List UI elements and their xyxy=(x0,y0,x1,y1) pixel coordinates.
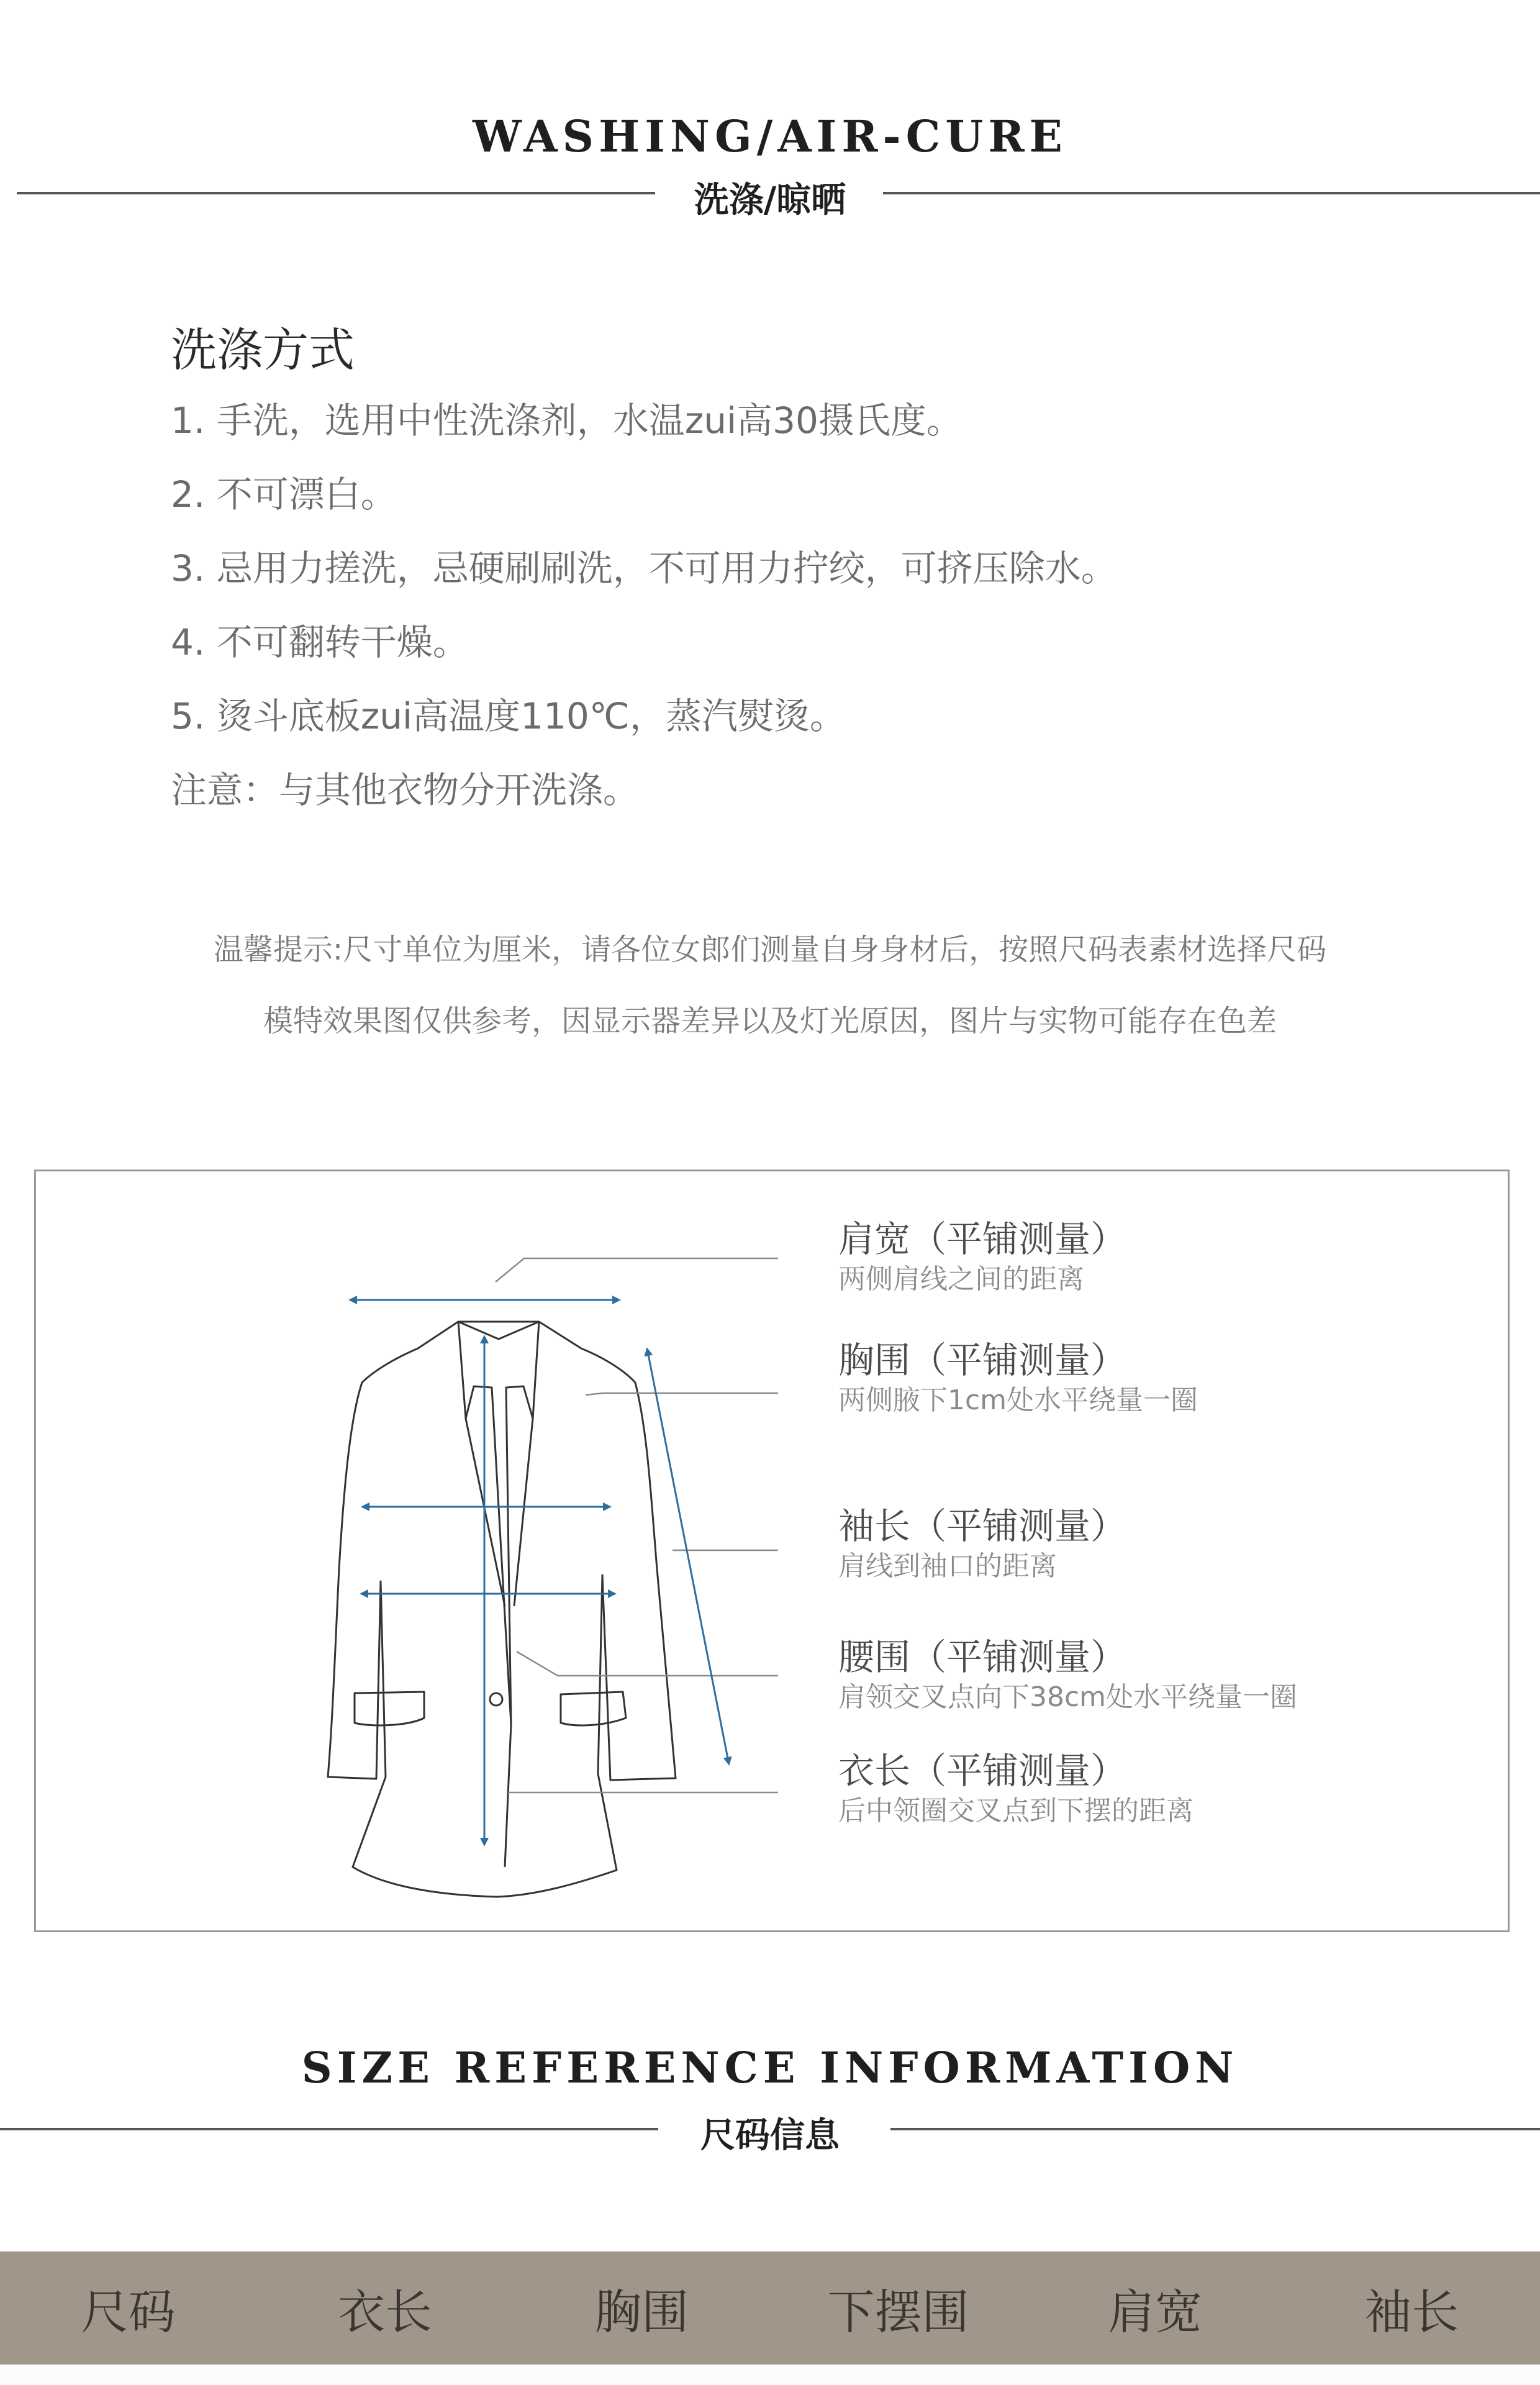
size-header-hem: 下摆围 xyxy=(827,2284,969,2340)
measure-shoulder-desc: 两侧肩线之间的距离 xyxy=(838,1263,1084,1295)
header-rule-right xyxy=(883,192,1540,194)
washing-method-heading: 洗涤方式 xyxy=(171,324,355,377)
size-table-row-partial xyxy=(0,2365,1540,2385)
measure-length-desc: 后中领圈交叉点到下摆的距离 xyxy=(838,1795,1194,1827)
size-header-chest: 胸围 xyxy=(594,2284,689,2340)
washing-instruction-1: 1. 手洗，选用中性洗涤剂，水温zui高30摄氏度。 xyxy=(171,399,962,442)
washing-instruction-2: 2. 不可漂白。 xyxy=(171,473,397,516)
jacket-illustration xyxy=(36,1171,1511,1934)
measure-chest-title: 胸围（平铺测量） xyxy=(838,1339,1127,1381)
measure-shoulder xyxy=(838,1217,1126,1298)
tip-line-1: 温馨提示:尺寸单位为厘米，请各位女郎们测量自身身材后，按照尺码表素材选择尺码 xyxy=(213,932,1327,967)
measure-waist-title: 腰围（平铺测量） xyxy=(838,1636,1127,1678)
measure-sleeve xyxy=(838,1504,1126,1585)
tip-line-2: 模特效果图仅供参考，因显示器差异以及灯光原因，图片与实物可能存在色差 xyxy=(263,1004,1277,1038)
size-section-title-cn: 尺码信息 xyxy=(700,2115,840,2156)
washing-instruction-5: 5. 烫斗底板zui高温度110℃，蒸汽熨烫。 xyxy=(171,695,846,737)
size-rule-right xyxy=(890,2128,1540,2130)
washing-instruction-3: 3. 忌用力搓洗，忌硬刷刷洗，不可用力拧绞，可挤压除水。 xyxy=(171,547,1117,589)
measurement-diagram xyxy=(34,1170,1510,1932)
size-table-header xyxy=(0,2251,1540,2365)
size-header-sleeve: 袖长 xyxy=(1364,2284,1459,2340)
washing-instructions-list xyxy=(171,384,1117,827)
measure-sleeve-desc: 肩线到袖口的距离 xyxy=(838,1550,1057,1582)
measure-chest-desc: 两侧腋下1cm处水平绕量一圈 xyxy=(838,1384,1198,1416)
washing-note: 注意：与其他衣物分开洗涤。 xyxy=(171,769,640,811)
size-section-title-en: SIZE REFERENCE INFORMATION xyxy=(301,2043,1239,2093)
size-header-size: 尺码 xyxy=(81,2284,176,2340)
measure-waist-desc: 肩领交叉点向下38cm处水平绕量一圈 xyxy=(838,1681,1298,1713)
size-header-shoulder: 肩宽 xyxy=(1107,2284,1202,2340)
washing-instruction-4: 4. 不可翻转干燥。 xyxy=(171,621,469,663)
measure-length xyxy=(838,1749,1194,1830)
size-header-length: 衣长 xyxy=(337,2284,432,2340)
measure-chest xyxy=(838,1338,1198,1419)
washing-section-title-en: WASHING/AIR-CURE xyxy=(473,111,1067,162)
measure-shoulder-title: 肩宽（平铺测量） xyxy=(838,1218,1127,1260)
measure-length-title: 衣长（平铺测量） xyxy=(838,1750,1127,1792)
measure-sleeve-title: 袖长（平铺测量） xyxy=(838,1505,1127,1547)
measure-waist xyxy=(838,1635,1297,1716)
washing-section-title-cn: 洗涤/晾晒 xyxy=(694,180,846,220)
